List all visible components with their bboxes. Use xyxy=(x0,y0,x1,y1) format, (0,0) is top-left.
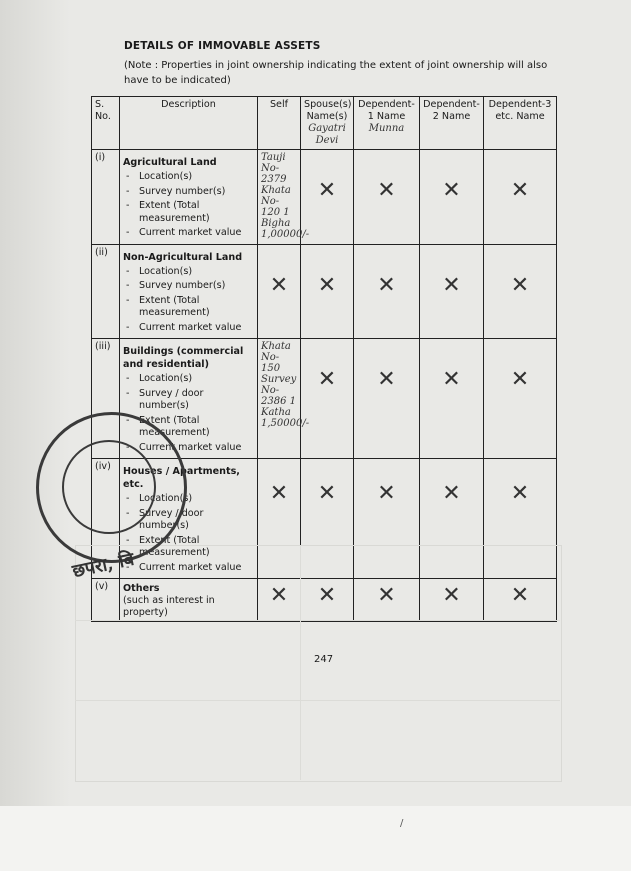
dep3-cell xyxy=(484,339,557,459)
cross-mark: ✕ xyxy=(442,272,461,298)
cross-mark: ✕ xyxy=(269,481,289,506)
row-title: Non-Agricultural Land xyxy=(123,251,243,263)
dep1-cell xyxy=(354,339,420,459)
spouse-cell xyxy=(301,244,354,339)
col-dependent-1 xyxy=(354,97,420,150)
col-spouse-label: Spouse(s) Name(s) xyxy=(304,99,352,122)
sub-item: - Current market value xyxy=(123,442,254,455)
row-title: Houses / Apartments, etc. xyxy=(123,466,240,490)
cross-mark: ✕ xyxy=(510,481,530,506)
self-cell xyxy=(258,339,310,459)
page-number: 247 xyxy=(314,654,334,665)
cross-mark: ✕ xyxy=(317,367,337,392)
sub-item: - Current market value xyxy=(123,562,254,575)
dep3-cell xyxy=(484,244,557,339)
self-cell xyxy=(258,150,310,245)
scan-edge-shadow xyxy=(0,0,70,806)
handwritten-entry: Khata No-150 Survey No-2386 1 Katha 1,50000/- xyxy=(261,341,310,429)
col-dependent-3: Dependent-3 etc. Name xyxy=(484,97,557,150)
self-cell xyxy=(258,244,301,339)
cross-mark: ✕ xyxy=(377,367,396,392)
col-dependent-2: Dependent-2 Name xyxy=(420,97,484,150)
cross-mark: ✕ xyxy=(317,583,337,608)
bleed-through-line xyxy=(75,700,560,701)
dep1-handwritten-name: Munna xyxy=(368,123,405,134)
row-number: (i) xyxy=(92,150,120,245)
section-heading: DETAILS OF IMMOVABLE ASSETS xyxy=(124,40,321,52)
table-row xyxy=(92,150,557,245)
cross-mark: ✕ xyxy=(442,583,461,608)
sub-item: - Extent (Total measurement) xyxy=(123,295,254,320)
sub-item: - Extent (Total measurement) xyxy=(123,200,254,225)
sub-item: - Location(s) xyxy=(123,373,254,386)
bleed-through-line xyxy=(75,620,560,621)
row-subtitle: (such as interest in property) xyxy=(123,595,215,618)
dep2-cell xyxy=(420,339,484,459)
bottom-mark: / xyxy=(400,818,404,829)
cross-mark: ✕ xyxy=(377,481,396,506)
dep3-cell xyxy=(484,150,557,245)
bleed-through-line xyxy=(300,545,301,780)
sub-item: - Extent (Total measurement) xyxy=(123,415,254,440)
sub-item: - Survey number(s) xyxy=(123,186,254,199)
cross-mark: ✕ xyxy=(377,178,396,203)
sub-item: - Location(s) xyxy=(123,171,254,184)
col-description: Description xyxy=(120,97,258,150)
sub-item: - Location(s) xyxy=(123,266,254,279)
cross-mark: ✕ xyxy=(510,367,530,392)
official-seal-inner-ring xyxy=(62,440,156,534)
spouse-handwritten-name: Gayatri Devi xyxy=(308,123,346,146)
row-title: Others xyxy=(123,583,160,594)
cross-mark: ✕ xyxy=(442,178,461,203)
cross-mark: ✕ xyxy=(269,272,289,298)
cross-mark: ✕ xyxy=(442,367,461,392)
row-number: (iii) xyxy=(92,339,120,459)
cross-mark: ✕ xyxy=(510,272,530,298)
row-number: (v) xyxy=(92,579,120,622)
cross-mark: ✕ xyxy=(317,178,337,203)
col-self: Self xyxy=(258,97,301,150)
dep1-cell xyxy=(354,150,420,245)
sub-item: - Survey / door number(s) xyxy=(123,388,254,413)
row-title: Buildings (commercial and residential) xyxy=(123,346,244,370)
sub-item: - Survey / door number(s) xyxy=(123,508,254,533)
handwritten-entry: Tauji No-2379 Khata No-120 1 Bigha 1,00000/- xyxy=(261,152,310,240)
col-dep1-label: Dependent-1 Name xyxy=(358,99,415,122)
cross-mark: ✕ xyxy=(510,583,530,608)
row-number: (ii) xyxy=(92,244,120,339)
row-title: Agricultural Land xyxy=(123,157,217,168)
row-number: (iv) xyxy=(92,459,120,579)
dep1-cell xyxy=(354,244,420,339)
seal-text: छपरा, बि xyxy=(70,548,136,583)
col-sno: S. No. xyxy=(92,97,120,150)
cross-mark: ✕ xyxy=(377,272,396,298)
dep2-cell xyxy=(420,244,484,339)
sub-item: - Survey number(s) xyxy=(123,280,254,293)
cross-mark: ✕ xyxy=(317,481,337,506)
cross-mark: ✕ xyxy=(442,481,461,506)
sub-item: - Current market value xyxy=(123,322,254,335)
table-row xyxy=(92,244,557,339)
cross-mark: ✕ xyxy=(317,272,337,298)
sub-item: - Location(s) xyxy=(123,493,254,506)
col-spouse xyxy=(301,97,354,150)
sub-item: - Current market value xyxy=(123,227,254,240)
row-description xyxy=(120,244,258,339)
ownership-note: (Note : Properties in joint ownership indicating the extent of joint ownership will also have to be indicated) xyxy=(124,60,548,86)
spouse-cell xyxy=(301,339,354,459)
table-header-row xyxy=(92,97,557,150)
row-description xyxy=(120,150,258,245)
cross-mark: ✕ xyxy=(377,583,396,608)
sub-item: - Extent (Total measurement) xyxy=(123,535,254,560)
dep2-cell xyxy=(420,150,484,245)
cross-mark: ✕ xyxy=(269,583,289,608)
cross-mark: ✕ xyxy=(510,178,530,203)
